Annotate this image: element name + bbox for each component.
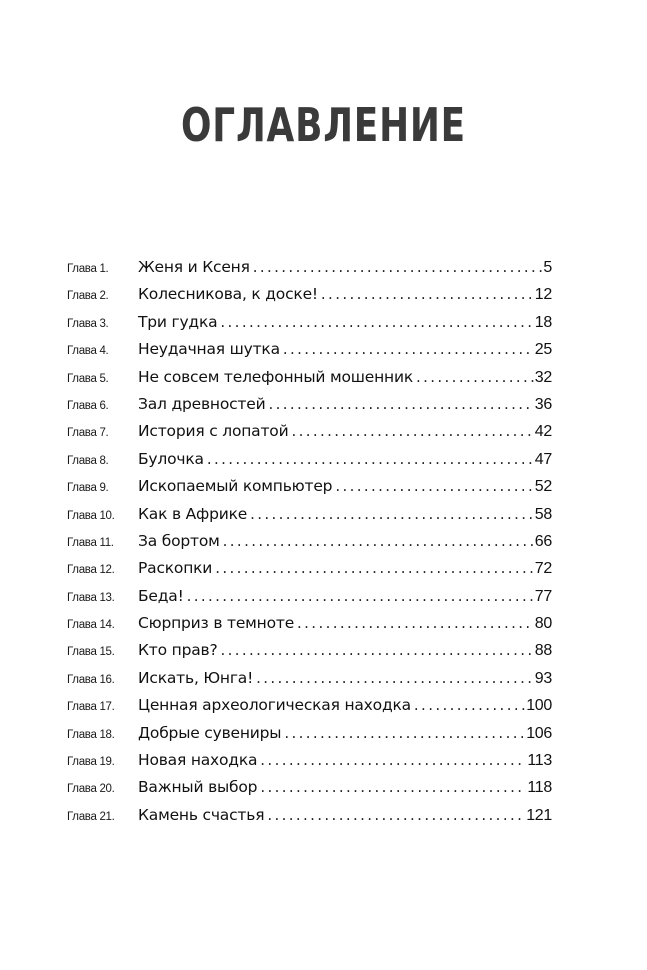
chapter-label: Глава 11. <box>67 536 114 549</box>
chapter-label: Глава 4. <box>67 345 109 358</box>
toc-entry[interactable] <box>67 285 552 312</box>
chapter-title: Колесникова, к доске! <box>138 285 318 304</box>
toc-entry[interactable] <box>67 532 552 559</box>
chapter-label: Глава 8. <box>67 454 109 467</box>
chapter-label: Глава 2. <box>67 290 109 303</box>
chapter-title: Не совсем телефонный мошенник <box>138 367 413 386</box>
toc-entry[interactable] <box>67 450 552 477</box>
dot-leader <box>268 395 533 413</box>
page-number: 113 <box>527 752 552 770</box>
toc-entry[interactable] <box>67 587 552 614</box>
toc-entry[interactable] <box>67 778 552 805</box>
chapter-label: Глава 15. <box>67 646 115 659</box>
dot-leader <box>256 669 534 687</box>
chapter-title: Беда! <box>138 586 184 605</box>
dot-leader <box>321 285 534 303</box>
chapter-title: Важный выбор <box>138 778 258 797</box>
page-number: 80 <box>534 615 552 633</box>
dot-leader <box>416 368 534 386</box>
toc-entry[interactable] <box>67 669 552 696</box>
dot-leader <box>267 806 525 824</box>
toc-entry[interactable] <box>67 422 552 449</box>
chapter-title: Новая находка <box>138 751 258 770</box>
chapter-label: Глава 12. <box>67 564 115 577</box>
chapter-title: Женя и Ксеня <box>138 258 250 276</box>
dot-leader <box>260 751 526 769</box>
page-number: 118 <box>527 779 552 797</box>
toc-entry[interactable] <box>67 696 552 723</box>
toc-entry[interactable] <box>67 368 552 395</box>
dot-leader <box>253 258 543 276</box>
dot-leader <box>297 614 534 632</box>
toc-entry[interactable] <box>67 724 552 751</box>
page-number: 72 <box>534 560 552 578</box>
chapter-title: Ценная археологическая находка <box>138 696 411 715</box>
page-number: 52 <box>534 478 552 496</box>
chapter-title: Добрые сувениры <box>138 723 282 742</box>
chapter-title: Булочка <box>138 449 204 468</box>
chapter-label: Глава 5. <box>67 372 109 385</box>
dot-leader <box>207 450 534 468</box>
chapter-label: Глава 17. <box>67 701 115 714</box>
toc-entry[interactable] <box>67 477 552 504</box>
page-number: 100 <box>526 697 552 715</box>
dot-leader <box>260 778 526 796</box>
chapter-label: Глава 6. <box>67 399 109 412</box>
chapter-label: Глава 14. <box>67 619 115 632</box>
toc-entry[interactable] <box>67 395 552 422</box>
chapter-title: Ископаемый компьютер <box>138 477 333 496</box>
dot-leader <box>291 422 533 440</box>
page-number: 36 <box>534 395 552 413</box>
dot-leader <box>223 532 534 550</box>
chapter-label: Глава 7. <box>67 427 109 440</box>
chapter-title: Неудачная шутка <box>138 340 280 359</box>
chapter-title: Три гудка <box>138 312 218 331</box>
page-number: 93 <box>534 669 552 687</box>
page-number: 106 <box>526 724 552 742</box>
dot-leader <box>284 724 525 742</box>
chapter-label: Глава 19. <box>67 756 115 769</box>
page-number: 88 <box>534 642 552 660</box>
dot-leader <box>215 559 534 577</box>
page-number: 66 <box>534 532 552 550</box>
chapter-title: За бортом <box>138 531 220 550</box>
chapter-label: Глава 16. <box>67 673 115 686</box>
page-number: 32 <box>534 368 552 386</box>
toc-entry[interactable] <box>67 313 552 340</box>
dot-leader <box>250 505 534 523</box>
dot-leader <box>187 587 534 605</box>
chapter-title: Кто прав? <box>138 641 218 660</box>
chapter-title: Как в Африке <box>138 504 248 523</box>
toc-entry[interactable] <box>67 258 552 285</box>
chapter-title: Раскопки <box>138 559 213 578</box>
chapter-title: Камень счастья <box>138 805 265 824</box>
table-of-contents <box>67 258 552 833</box>
chapter-label: Глава 18. <box>67 728 115 741</box>
page-number: 121 <box>526 806 552 824</box>
page-number: 18 <box>534 313 552 331</box>
chapter-label: Глава 10. <box>67 509 115 522</box>
page-number: 42 <box>534 423 552 441</box>
page-number: 58 <box>534 505 552 523</box>
toc-entry[interactable] <box>67 751 552 778</box>
toc-entry[interactable] <box>67 559 552 586</box>
dot-leader <box>220 313 533 331</box>
page-number: 47 <box>534 450 552 468</box>
chapter-label: Глава 13. <box>67 591 115 604</box>
dot-leader <box>335 477 533 495</box>
chapter-title: Сюрприз в темноте <box>138 614 295 633</box>
toc-entry[interactable] <box>67 641 552 668</box>
toc-entry[interactable] <box>67 505 552 532</box>
page-title: ОГЛАВЛЕНИЕ <box>181 98 466 152</box>
toc-entry[interactable] <box>67 340 552 367</box>
chapter-label: Глава 9. <box>67 482 109 495</box>
chapter-title: Искать, Юнга! <box>138 668 254 687</box>
toc-entry[interactable] <box>67 806 552 833</box>
chapter-label: Глава 20. <box>67 783 115 796</box>
page-number: 5 <box>543 259 552 276</box>
page-number: 25 <box>534 341 552 359</box>
page-number: 77 <box>534 587 552 605</box>
dot-leader <box>283 340 534 358</box>
toc-entry[interactable] <box>67 614 552 641</box>
dot-leader <box>220 641 533 659</box>
chapter-label: Глава 3. <box>67 317 109 330</box>
chapter-label: Глава 1. <box>67 263 109 275</box>
dot-leader <box>414 696 525 714</box>
chapter-title: История с лопатой <box>138 422 289 441</box>
chapter-title: Зал древностей <box>138 394 266 413</box>
page-number: 12 <box>534 286 552 304</box>
chapter-label: Глава 21. <box>67 810 115 823</box>
